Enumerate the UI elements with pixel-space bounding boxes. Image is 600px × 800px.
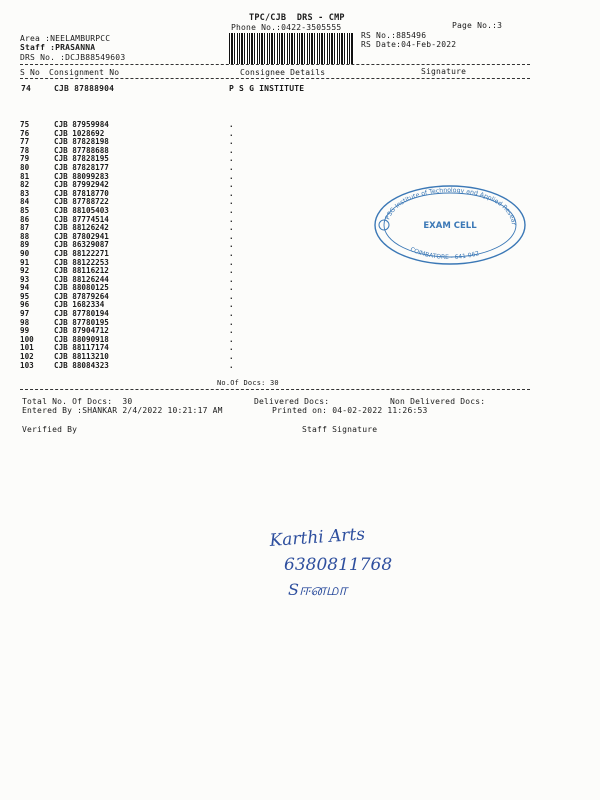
printed-on: Printed on: 04-02-2022 11:26:53 [272,406,428,415]
handwritten-tamil-name: Sஈனமா [288,580,347,599]
row-consignee: . [229,360,234,370]
row-consignment-no: CJB 87959984 [54,120,109,129]
row-consignment-no: CJB 88116212 [54,266,109,276]
non-delivered-docs: Non Delivered Docs: [390,397,486,406]
row-consignee: . [229,309,234,319]
delivered-docs: Delivered Docs: [254,397,330,406]
stamp-outer-text: PSG Institute of Technology and Applied Resear [384,186,517,226]
row-consignee: . [229,257,234,267]
row-consignment-no: CJB 1682334 [54,300,105,310]
row-consignee: . [229,205,234,215]
row-consignee: . [229,283,234,293]
row-s-no: 95 [20,291,30,301]
row-consignee: . [229,223,234,233]
row-consignee: . [229,188,234,198]
row-s-no: 76 [20,128,30,138]
row-consignment-no: CJB 87828198 [54,137,109,147]
row-consignee: . [229,137,234,147]
row-s-no: 96 [20,300,30,310]
row-s-no: 92 [20,266,30,276]
row-consignment-no: CJB 88084323 [54,360,109,370]
row-consignee: . [229,145,234,155]
row-consignee: . [229,248,234,258]
row-consignment-no: CJB 1028692 [54,128,105,138]
row-consignment-no: CJB 87879264 [54,291,109,301]
column-header-signature: Signature [421,67,467,76]
row-consignment-no: CJB 87802941 [54,231,109,241]
header-divider-top [20,64,530,65]
row-consignment-no: CJB 87780194 [54,309,109,319]
row-consignment-no: CJB 87992942 [54,180,109,190]
row-consignee: . [229,334,234,344]
row-consignee: . [229,266,234,276]
row-consignment-no: CJB 88122271 [54,248,109,258]
barcode [229,33,354,64]
entered-by: Entered By :SHANKAR 2/4/2022 10:21:17 AM [22,406,223,415]
row-consignee: . [229,240,234,250]
row-s-no: 102 [20,352,34,362]
row-consignment-no: CJB 87904712 [54,326,109,336]
row-s-no: 99 [20,326,30,336]
row-s-no: 83 [20,188,30,198]
row-s-no: 78 [20,145,30,155]
svg-text:PSG Institute of Technology an [370,182,517,226]
row-consignment-no: CJB 88080125 [54,283,109,293]
row-s-no: 77 [20,137,30,147]
header-divider-bottom [20,78,530,79]
row-s-no: 85 [20,205,30,215]
row-s-no: 103 [20,360,34,370]
row-s-no: 84 [20,197,30,207]
column-header-consignee-details: Consignee Details [240,68,326,77]
row-s-no: 82 [20,180,30,190]
page-number: Page No.:3 [452,21,503,30]
rs-date: RS Date:04-Feb-2022 [361,40,457,49]
row-consignee: . [229,171,234,181]
row-consignment-no: CJB 87788688 [54,145,109,155]
row-consignment-no: CJB 88126242 [54,223,109,233]
row-s-no: 91 [20,257,30,267]
phone-number: Phone No.:0422-3505555 [231,23,342,32]
first-row-consignment: CJB 87888904 [54,84,115,93]
handwritten-name: Karthi Arts [268,524,366,551]
row-s-no: 98 [20,317,30,327]
row-s-no: 88 [20,231,30,241]
row-consignee: . [229,197,234,207]
row-s-no: 94 [20,283,30,293]
row-consignee: . [229,326,234,336]
row-s-no: 89 [20,240,30,250]
column-header-consignment-no: Consignment No [49,68,120,77]
row-consignment-no: CJB 87828177 [54,162,109,172]
row-s-no: 93 [20,274,30,284]
row-s-no: 79 [20,154,30,164]
consignment-table [20,121,280,370]
staff-signature-label: Staff Signature [302,425,378,434]
row-s-no: 87 [20,223,30,233]
row-consignee: . [229,352,234,362]
table-row [20,362,280,371]
row-s-no: 75 [20,120,30,129]
row-consignment-no: CJB 88099283 [54,171,109,181]
row-consignment-no: CJB 88090918 [54,334,109,344]
row-consignment-no: CJB 87828195 [54,154,109,164]
row-consignee: . [229,214,234,224]
row-consignment-no: CJB 88117174 [54,343,109,353]
exam-cell-stamp [370,182,530,266]
verified-by-label: Verified By [22,425,78,434]
row-consignee: . [229,128,234,138]
total-docs: Total No. Of Docs: 30 [22,397,133,406]
row-consignment-no: CJB 87788722 [54,197,109,207]
row-consignee: . [229,180,234,190]
row-consignment-no: CJB 88126244 [54,274,109,284]
row-s-no: 81 [20,171,30,181]
first-row-s-no: 74 [21,84,32,93]
row-consignment-no: CJB 86329087 [54,240,109,250]
rs-number: RS No.:885496 [361,31,427,40]
drs-number: DRS No. :DCJB88549603 [20,53,126,62]
row-consignee: . [229,317,234,327]
row-consignment-no: CJB 87780195 [54,317,109,327]
row-consignee: . [229,154,234,164]
stamp-center-text: EXAM CELL [423,221,477,231]
row-s-no: 86 [20,214,30,224]
staff-label: Staff :PRASANNA [20,43,96,52]
area-label: Area :NEELAMBURPCC [20,34,111,43]
row-consignee: . [229,120,234,129]
handwritten-phone: 6380811768 [284,555,393,575]
svg-text:COIMBATORE - 641 062 [409,246,480,261]
row-consignee: . [229,300,234,310]
row-s-no: 101 [20,343,34,353]
no-of-docs-count: No.Of Docs: 30 [217,379,279,387]
row-consignee: . [229,291,234,301]
footer-divider [20,389,530,390]
first-row-consignee: P S G INSTITUTE [229,84,305,93]
row-s-no: 80 [20,162,30,172]
row-consignee: . [229,231,234,241]
row-s-no: 97 [20,309,30,319]
stamp-bottom-text: COIMBATORE - 641 062 [409,245,481,261]
row-s-no: 90 [20,248,30,258]
row-consignee: . [229,162,234,172]
row-consignment-no: CJB 88113210 [54,352,109,362]
row-consignment-no: CJB 88122253 [54,257,109,267]
row-s-no: 100 [20,334,34,344]
document-title: TPC/CJB DRS - CMP [249,13,345,23]
row-consignee: . [229,343,234,353]
column-header-s-no: S No [20,68,41,77]
row-consignee: . [229,274,234,284]
row-consignment-no: CJB 87774514 [54,214,109,224]
row-consignment-no: CJB 87818770 [54,188,109,198]
handwritten-signature [262,520,442,605]
row-consignment-no: CJB 88105403 [54,205,109,215]
